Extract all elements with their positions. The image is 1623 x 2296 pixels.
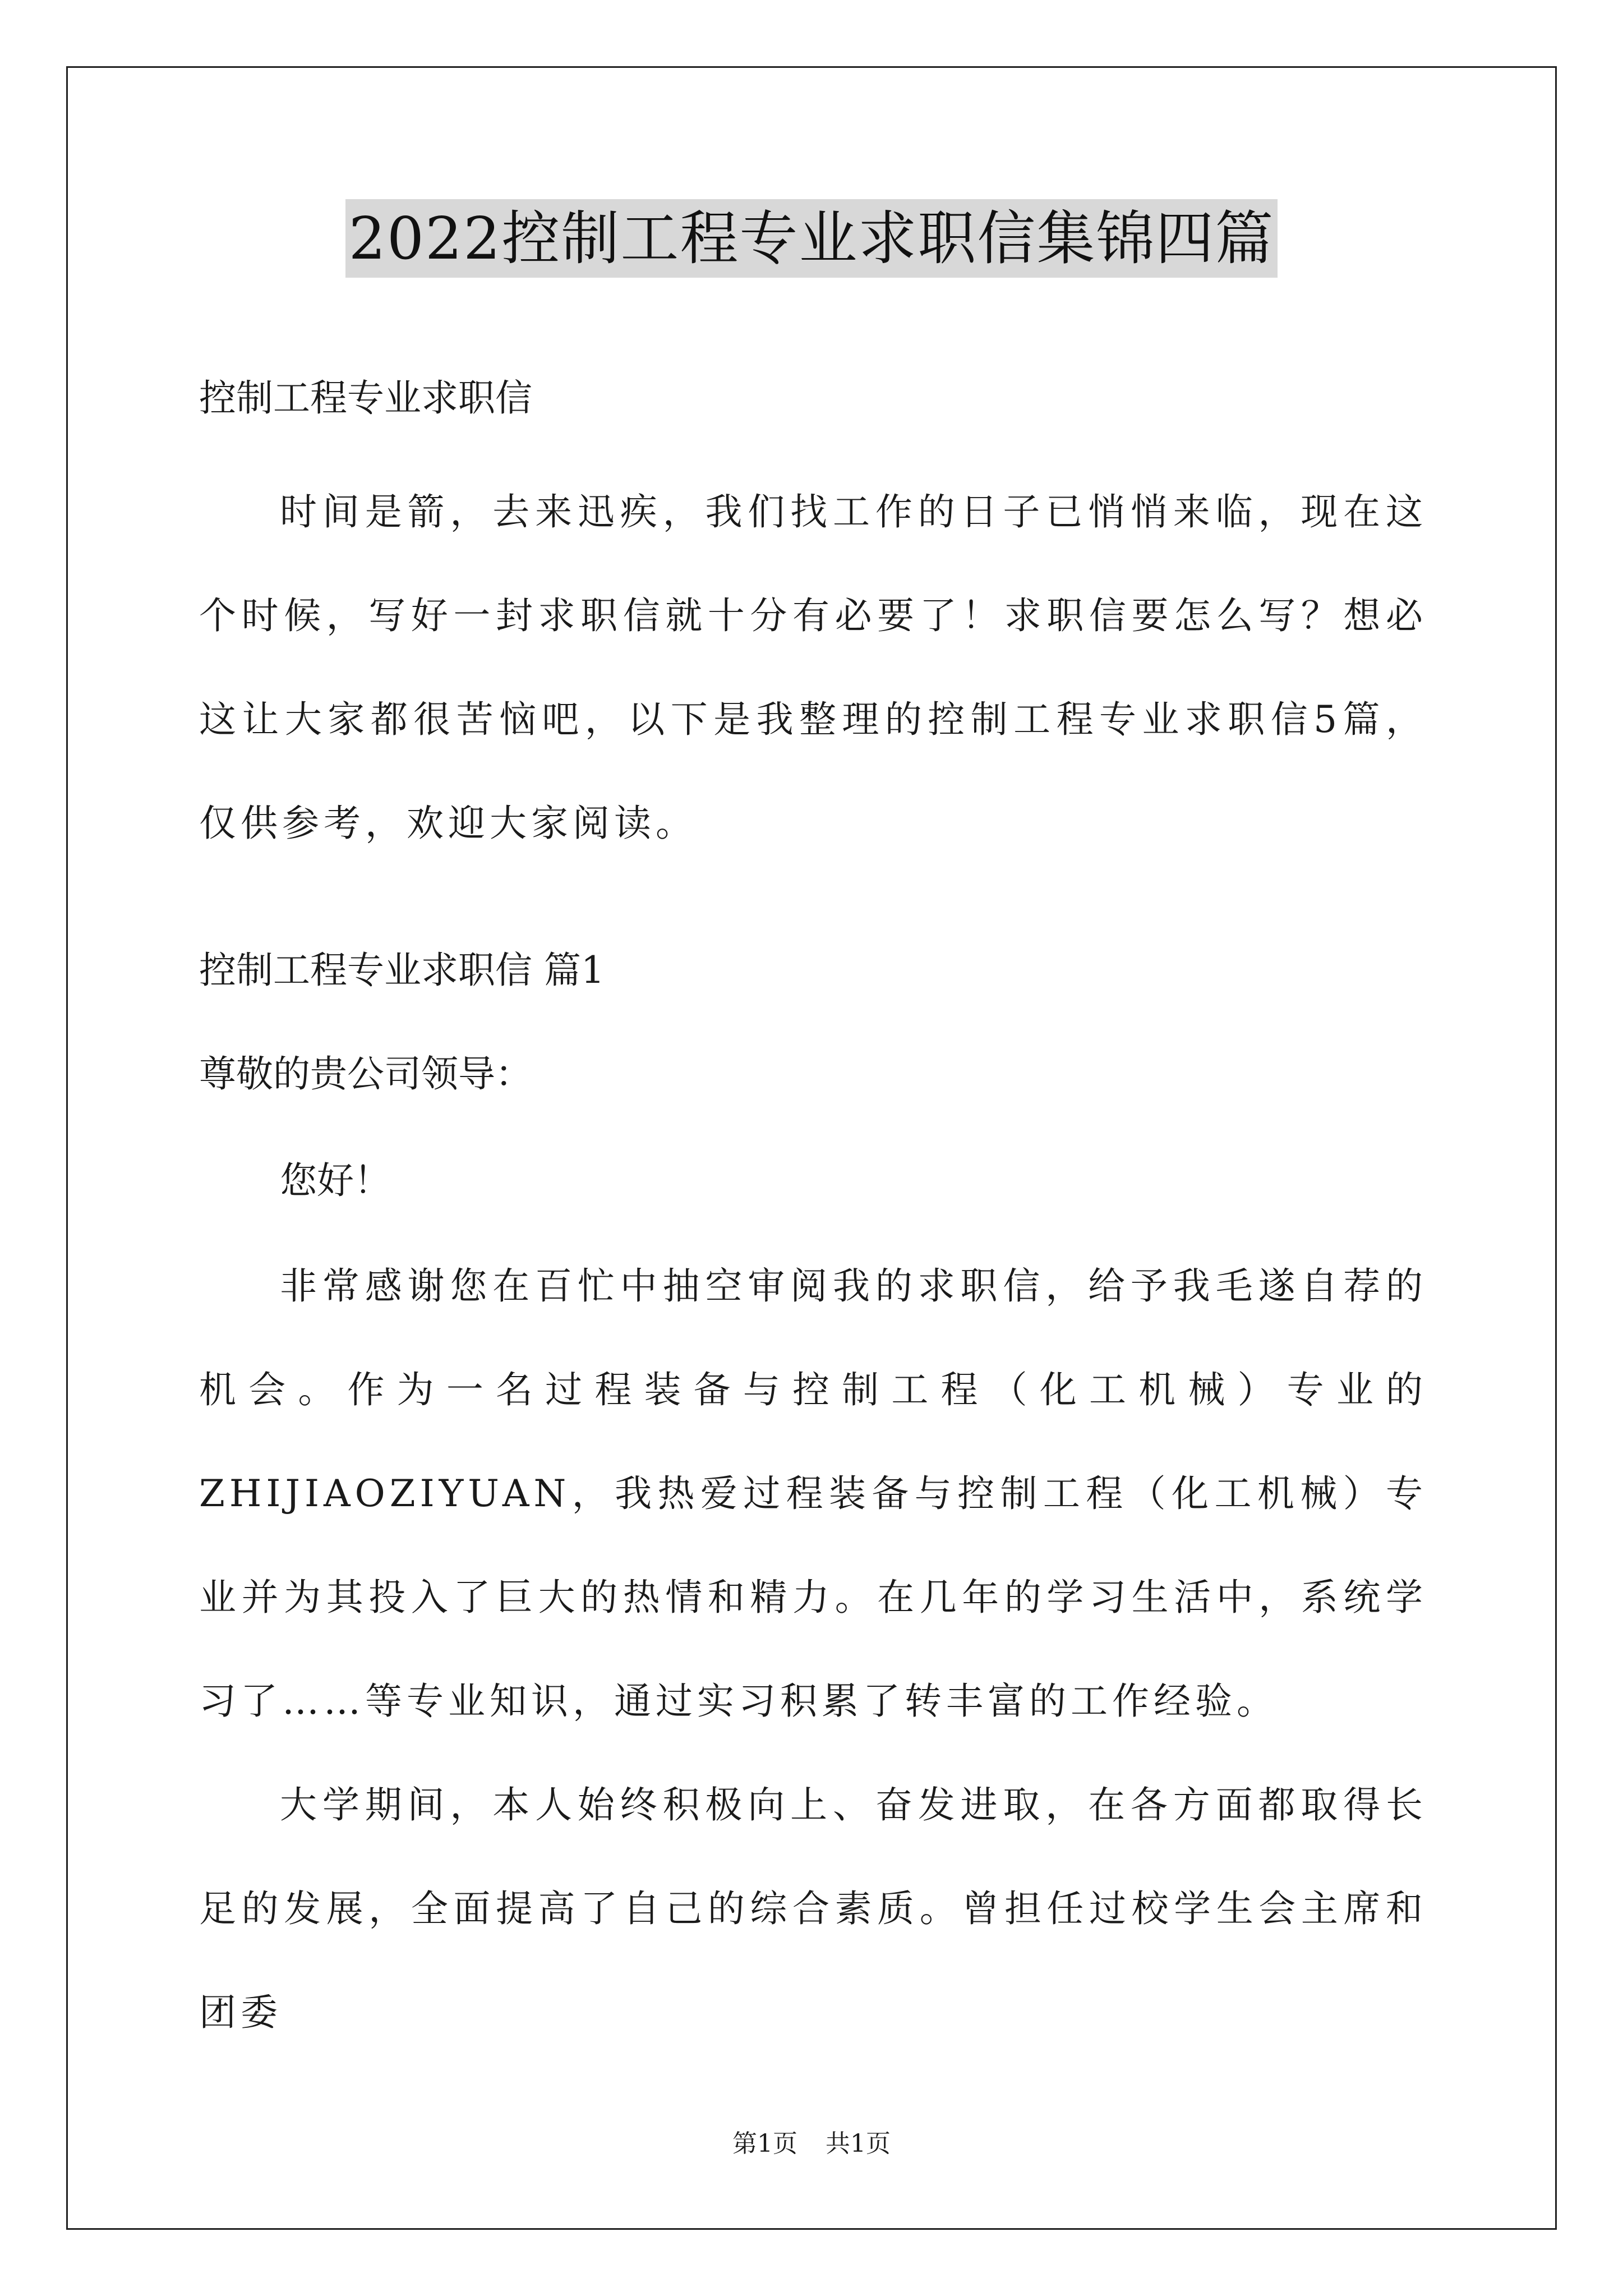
- document-title: 2022控制工程专业求职信集锦四篇: [345, 199, 1278, 278]
- intro-heading: 控制工程专业求职信: [199, 376, 532, 420]
- total-pages: 共1页: [826, 2129, 891, 2158]
- page-footer: [0, 2123, 1623, 2159]
- intro-paragraph: 时间是箭，去来迅疾，我们找工作的日子已悄悄来临，现在这个时候，写好一封求职信就十分有必要了！求职信要怎么写？想必这让大家都很苦恼吧，以下是我整理的控制工程专业求职信5篇，仅供参考，欢迎大家阅读。: [199, 490, 1427, 845]
- page-number: 第1页: [732, 2129, 797, 2158]
- letter-paragraph-2: 大学期间，本人始终积极向上、奋发进取，在各方面都取得长足的发展，全面提高了自己的综合素质。曾担任过校学生会主席和团委: [199, 1783, 1427, 2034]
- greeting: 您好！: [280, 1159, 391, 1202]
- section-heading: 控制工程专业求职信 篇1: [199, 949, 605, 992]
- salutation: 尊敬的贵公司领导：: [199, 1052, 532, 1096]
- title-container: [0, 199, 1623, 278]
- document-body: [199, 348, 1427, 2064]
- letter-paragraph-1: 非常感谢您在百忙中抽空审阅我的求职信，给予我毛遂自荐的机会。作为一名过程装备与控制工程（化工机械）专业的ZHIJIAOZIYUAN，我热爱过程装备与控制工程（化工机械）专业并为其投入了巨大的热情和精力。在几年的学习生活中，系统学习了……等专业知识，通过实习积累了转丰富的工作经验。: [199, 1264, 1427, 1723]
